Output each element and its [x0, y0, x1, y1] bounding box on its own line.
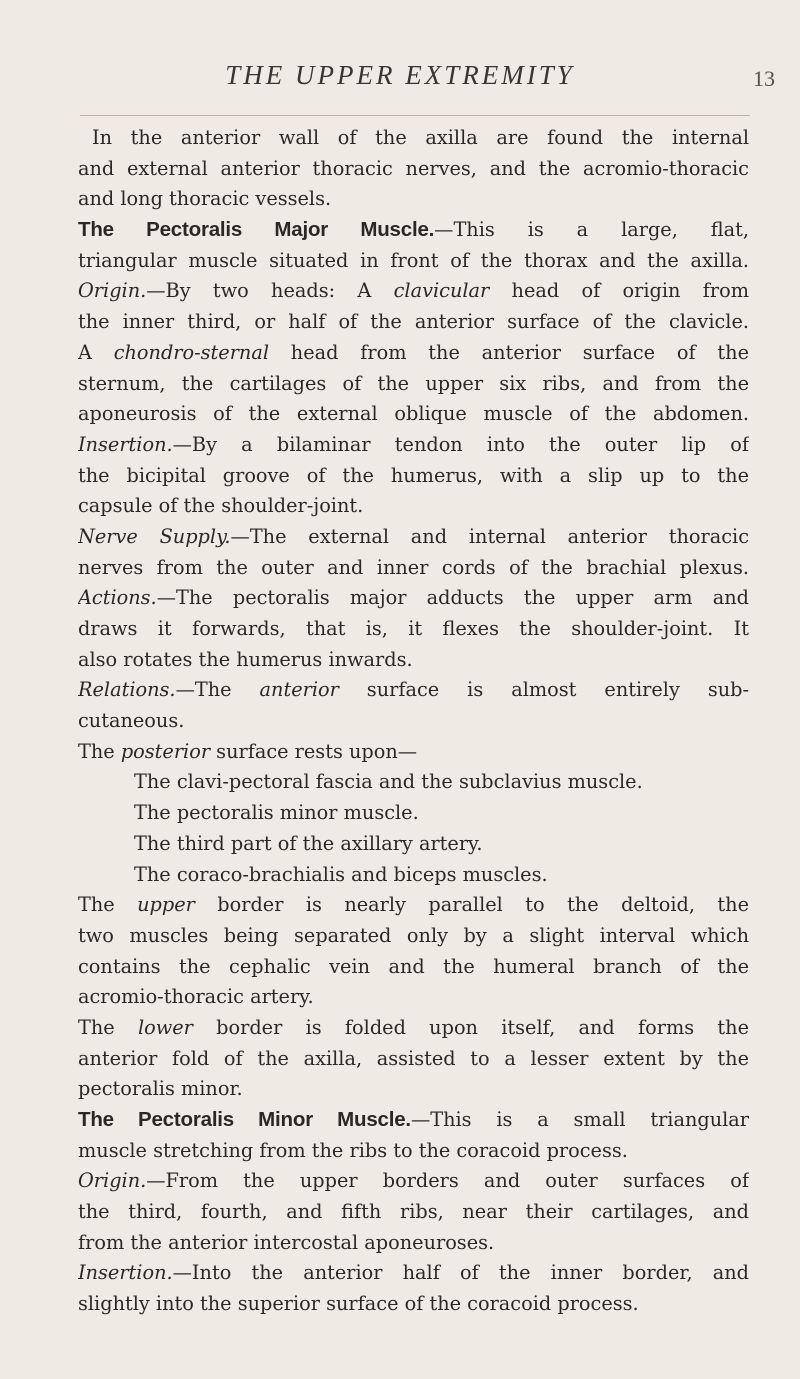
text-run: triangular muscle situated in front of the thorax and the axilla.: [78, 248, 749, 272]
italic-term: Actions.: [78, 586, 157, 610]
nerve-supply-line: [78, 522, 749, 553]
text-run: the third, fourth, and fifth ribs, near their cartilages, and: [78, 1200, 749, 1224]
text-run: anterior fold of the axilla, assisted to a lesser extent by the: [78, 1046, 749, 1070]
origin-line: [78, 1166, 749, 1197]
paragraph-line: [78, 1228, 749, 1259]
italic-term: anterior: [259, 678, 339, 702]
text-run: from the anterior intercostal aponeuroses.: [78, 1230, 495, 1254]
muscle-heading: The Pectoralis Major Muscle.: [78, 218, 435, 242]
text-run: pectoralis minor.: [78, 1077, 243, 1101]
text-run: draws it forwards, that is, it flexes the shoulder-joint. It: [78, 617, 749, 640]
paragraph-line: [78, 921, 749, 952]
text-run: —The pectoralis major adducts the upper arm and: [156, 586, 749, 610]
paragraph-line: [78, 123, 749, 154]
paragraph-line: [78, 399, 749, 430]
text-run: cutaneous.: [78, 709, 185, 733]
text-run: head of origin from: [489, 279, 749, 303]
paragraph-line: [78, 645, 749, 676]
text-run: the inner third, or half of the anterior surface of the clavicle.: [78, 310, 749, 334]
text-run: —This is a large, flat,: [434, 218, 749, 242]
italic-term: Origin.: [78, 279, 147, 303]
italic-term: Insertion.: [78, 432, 173, 456]
text-run: The clavi-pectoral fascia and the subclavius muscle.: [134, 770, 643, 794]
paragraph-line: [78, 491, 749, 522]
text-run: slightly into the superior surface of the coracoid process.: [78, 1292, 639, 1316]
text-run: and long thoracic vessels.: [78, 187, 332, 211]
text-run: The third part of the axillary artery.: [134, 831, 483, 855]
text-run: The: [78, 739, 121, 763]
paragraph-line: [78, 307, 749, 338]
header-rule: [80, 115, 750, 116]
text-run: nerves from the outer and inner cords of the brachial plexus.: [78, 555, 749, 579]
text-run: acromio-thoracic artery.: [78, 985, 314, 1009]
paragraph-line: [78, 1136, 749, 1167]
text-run: The: [78, 893, 138, 917]
paragraph-line: [78, 982, 749, 1013]
paragraph-line: [78, 246, 749, 277]
text-run: —This is a small triangular: [410, 1108, 749, 1131]
text-run: two muscles being separated only by a slight interval which: [78, 923, 749, 947]
text-run: —The external and internal anterior thoracic: [230, 524, 749, 548]
italic-term: Relations.: [78, 678, 176, 702]
italic-term: clavicular: [393, 279, 490, 303]
paragraph-line: [78, 614, 749, 645]
paragraph-line: [78, 461, 749, 492]
paragraph-line: [78, 1289, 749, 1320]
text-run: —Into the anterior half of the inner border, and: [172, 1261, 749, 1285]
paragraph-line: [78, 1013, 749, 1044]
italic-term: lower: [137, 1015, 193, 1039]
paragraph-line: [78, 1074, 749, 1105]
running-header: THE UPPER EXTREMITY: [225, 60, 575, 90]
paragraph-line: [78, 369, 749, 400]
text-run: muscle stretching from the ribs to the coracoid process.: [78, 1138, 628, 1162]
text-run: surface is almost entirely sub-: [338, 678, 749, 702]
text-run: The pectoralis minor muscle.: [134, 801, 419, 825]
origin-line: [78, 276, 749, 307]
text-run: head from the anterior surface of the: [269, 340, 749, 364]
paragraph-line: [78, 706, 749, 737]
relation-list-item: [78, 860, 749, 891]
text-run: capsule of the shoulder-joint.: [78, 494, 364, 518]
italic-term: chondro-sternal: [113, 340, 269, 364]
relation-list-item: [78, 767, 749, 798]
paragraph-line: [78, 184, 749, 215]
italic-term: posterior: [120, 739, 211, 763]
paragraph-line: [78, 154, 749, 185]
paragraph-line: [78, 338, 749, 369]
paragraph-line: [78, 737, 749, 768]
text-run: the bicipital groove of the humerus, with a slip up to the: [78, 463, 749, 487]
paragraph-line: [78, 1197, 749, 1228]
actions-line: [78, 583, 749, 614]
text-run: border is nearly parallel to the deltoid, the: [194, 893, 749, 917]
text-run: The coraco-brachialis and biceps muscles.: [134, 862, 548, 886]
text-run: —By two heads: A: [146, 279, 394, 303]
muscle-heading: The Pectoralis Minor Muscle.: [78, 1108, 411, 1131]
text-run: surface rests upon—: [210, 739, 418, 763]
italic-term: Origin.: [78, 1169, 147, 1193]
text-run: —From the upper borders and outer surfaces of: [146, 1169, 749, 1193]
italic-term: Insertion.: [78, 1261, 173, 1285]
text-run: also rotates the humerus inwards.: [78, 647, 413, 671]
text-run: In the anterior wall of the axilla are found the internal: [92, 126, 749, 149]
insertion-line: [78, 430, 749, 461]
paragraph-line: [78, 1044, 749, 1075]
italic-term: Nerve Supply.: [78, 524, 231, 548]
text-run: aponeurosis of the external oblique muscle of the abdomen.: [78, 402, 749, 426]
italic-term: upper: [137, 893, 195, 917]
relation-list-item: [78, 798, 749, 829]
text-run: —The: [175, 678, 260, 702]
body-text: [78, 123, 749, 1320]
text-run: contains the cephalic vein and the humeral branch of the: [78, 954, 749, 978]
relations-line: [78, 675, 749, 706]
relation-list-item: [78, 829, 749, 860]
section-heading-pectoralis-major: [78, 215, 749, 246]
page-number: 13: [753, 66, 775, 91]
paragraph-line: [78, 890, 749, 921]
text-run: and external anterior thoracic nerves, and the acromio-thoracic: [78, 156, 749, 180]
section-heading-pectoralis-minor: [78, 1105, 749, 1136]
text-run: border is folded upon itself, and forms the: [192, 1015, 749, 1039]
insertion-line: [78, 1258, 749, 1289]
text-run: —By a bilaminar tendon into the outer lip of: [172, 432, 749, 456]
text-run: A: [78, 340, 114, 364]
text-run: The: [78, 1015, 138, 1039]
text-run: sternum, the cartilages of the upper six ribs, and from the: [78, 371, 749, 395]
paragraph-line: [78, 952, 749, 983]
paragraph-line: [78, 553, 749, 584]
